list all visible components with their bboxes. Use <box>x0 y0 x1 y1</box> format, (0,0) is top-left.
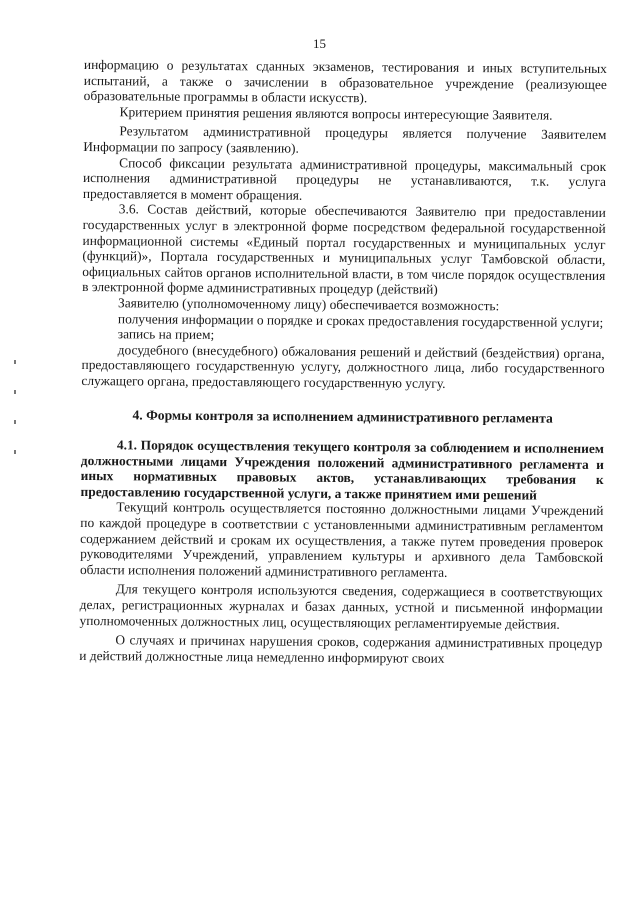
page-number: 15 <box>313 36 326 51</box>
paragraph: информацию о результатах сданных экзаменов, тестирования и иных вступительных испытаний, а также о зачислении в образовательное учреждение (реализующее образовательные программы в области искусств). <box>83 57 607 106</box>
document-body <box>79 57 607 667</box>
list-item: получения информации о порядке и сроках предоставления государственной услуги; <box>117 310 604 330</box>
scan-mark <box>14 420 16 424</box>
list-item: запись на прием; <box>117 326 215 343</box>
paragraph: Способ фиксации результата административной процедуры, максимальный срок исполнения административной процедуры не устанавливаются, т.к. услуга предоставляется в момент обращения. <box>82 154 607 203</box>
paragraph: Текущий контроль осуществляется постоянно должностными лицами Учреждений по каждой процедуре в соответствии с установленными административным регламентом содержанием действий и срокам их осуществления, а также путем проведения проверок руководителями Учреждений, управлением культуры и архивного дела Тамбовской области исполнения положений административного регламента. <box>79 499 604 580</box>
paragraph: О случаях и причинах нарушения сроков, содержания административных процедур и действий должностные лица немедленно информируют своих <box>79 632 603 666</box>
margin-scan-marks <box>12 360 18 490</box>
paragraph: Заявителю (уполномоченному лицу) обеспечивается возможность: <box>118 295 500 314</box>
section-heading: 4. Формы контроля за исполнением административного регламента <box>132 407 553 427</box>
scan-mark <box>14 450 16 454</box>
paragraph: Результатом административной процедуры является получение Заявителем Информации по запросу (заявлению). <box>83 123 607 156</box>
scan-mark <box>14 390 16 394</box>
paragraph: 3.6. Состав действий, которые обеспечиваются Заявителю при предоставлении государственных услуг в электронной форме посредством федеральной государственной информационной системы «Единый портал государственных и муниципальных услуг (функций)», Портала государственных и муниципальных услуг Тамбовской области, официальных сайтов органов исполнительной власти, в том числе порядок осуществления в электронной форме административных процедур (действий) <box>82 201 606 298</box>
scan-mark <box>14 360 16 364</box>
subsection-heading: 4.1. Порядок осуществления текущего контроля за соблюдением и исполнением должностными лицами Учреждения положений административного регламента и иных нормативных правовых актов, устанавливающих требования к предоставлению государственной услуги, а также принятием ими решений <box>80 437 604 503</box>
paragraph: Для текущего контроля используются сведения, содержащиеся в соответствующих делах, регистрационных журналах и базах данных, устной и письменной информации уполномоченных должностных лиц, осуществляющих регламентируемые действия. <box>79 581 603 632</box>
list-item: досудебного (внесудебного) обжалования решений и действий (бездействия) органа, предоставляющего государственную услугу, должностного лица, либо государственного служащего органа, предоставляющего государственную услугу. <box>81 341 605 391</box>
paragraph: Критерием принятия решения являются вопросы интересующие Заявителя. <box>119 104 553 123</box>
